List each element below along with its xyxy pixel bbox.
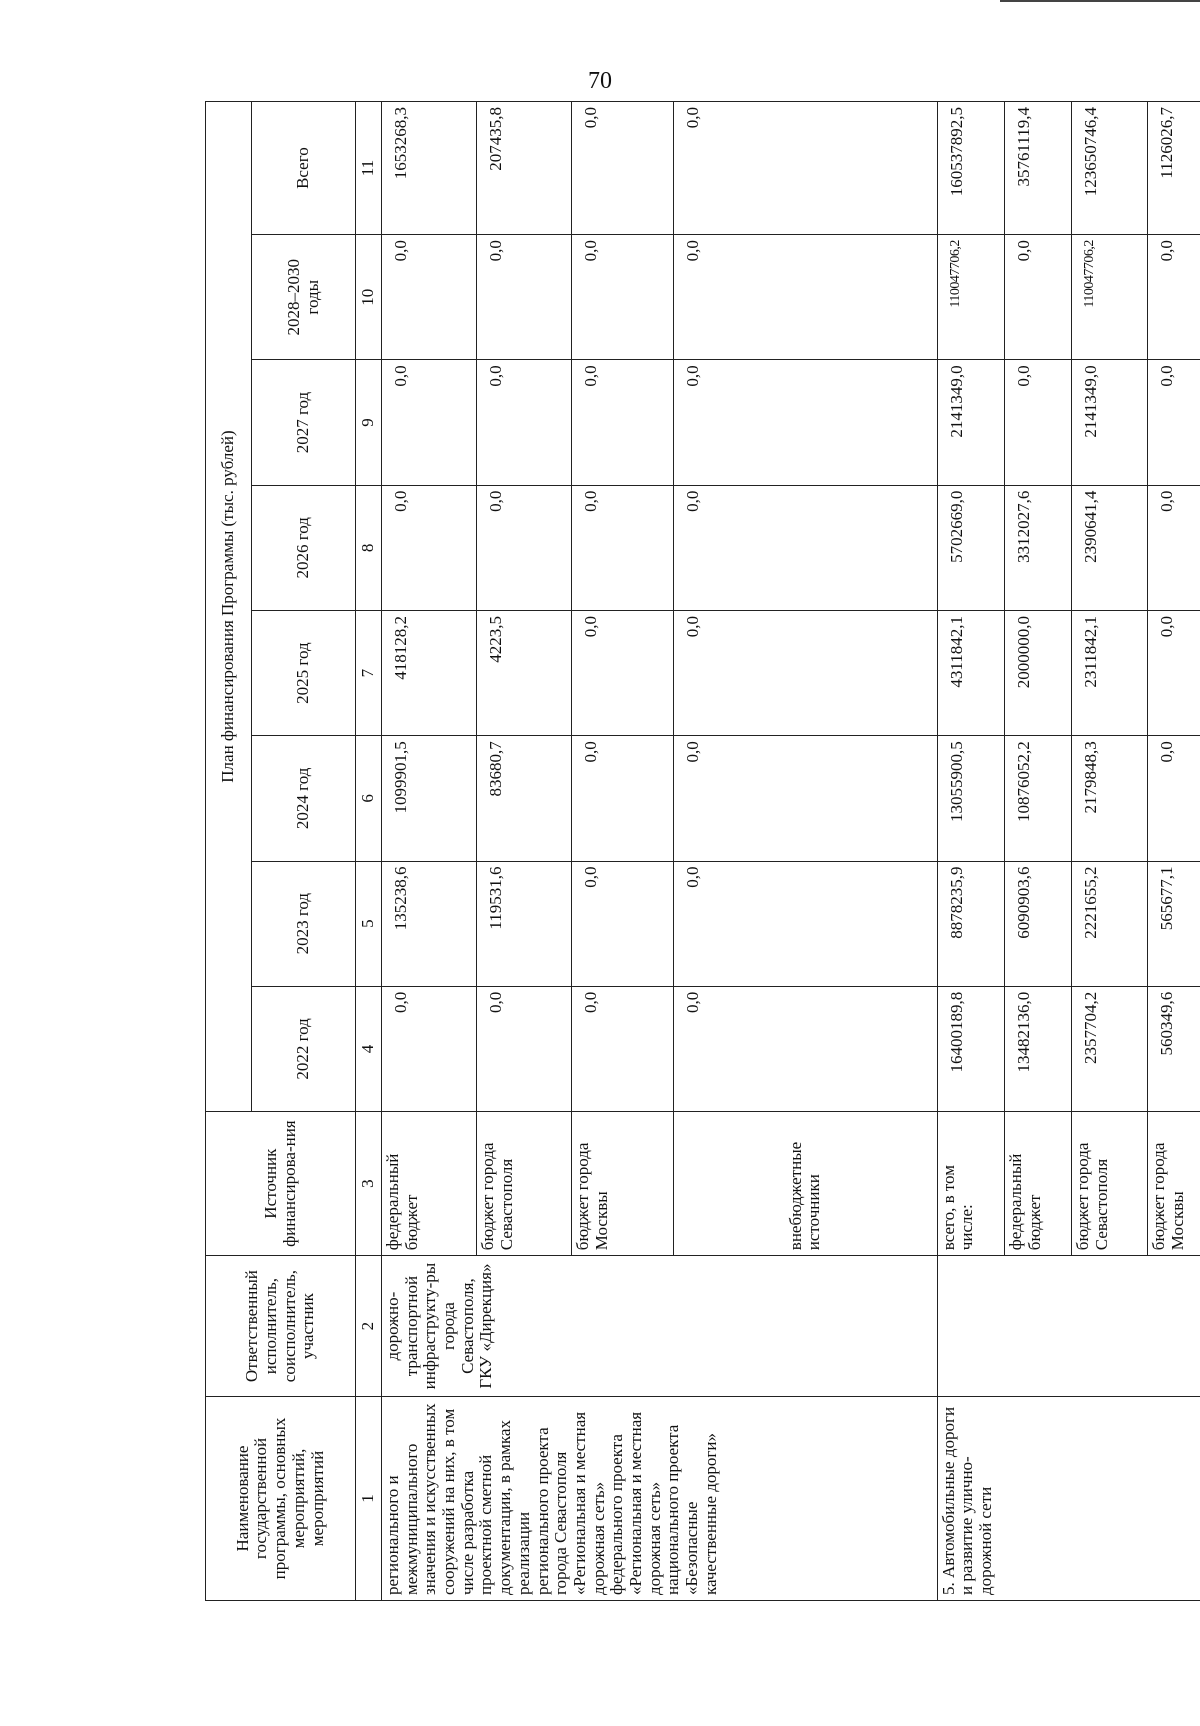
value-cell: 5702669,0 [937,485,1004,610]
header-year: 2022 год [252,986,356,1111]
value-cell: 0,0 [1148,485,1200,610]
value-cell: 560349,6 [1148,986,1200,1111]
value-cell: 4311842,1 [937,610,1004,735]
value-cell: 83680,7 [476,736,571,861]
value-cell: 0,0 [571,360,673,485]
value-cell: 135238,6 [382,861,477,986]
value-cell: 0,0 [382,986,477,1111]
column-index: 9 [356,360,382,485]
column-index: 1 [356,1397,382,1601]
value-cell: 0,0 [1148,736,1200,861]
source-cell: бюджет города Севастополя [1072,1112,1148,1256]
value-cell: 0,0 [476,485,571,610]
total-cell: 0,0 [673,102,937,235]
value-cell: 0,0 [1148,610,1200,735]
value-cell: 0,0 [382,360,477,485]
column-index: 10 [356,235,382,360]
rotated-table-wrapper [205,101,1200,1601]
program-name-cell: регионального и межмуниципального значения и искусственных сооружений на них, в том числе разработка проектной сметной документации, в рамках реализации регионального проекта города Севастополя «Региональная и местная дорожная сеть» федерального проекта «Региональная и местная дорожная сеть» национального проекта «Безопасные качественные дороги» [382,1397,938,1601]
value-cell: 2141349,0 [937,360,1004,485]
value-cell: 0,0 [673,485,937,610]
total-cell: 1126026,7 [1148,102,1200,235]
value-cell: 2390641,4 [1072,485,1148,610]
header-total: Всего [252,102,356,235]
value-cell: 0,0 [1004,360,1071,485]
value-cell: 0,0 [571,986,673,1111]
value-cell: 3312027,6 [1004,485,1071,610]
value-cell: 0,0 [673,986,937,1111]
column-index: 6 [356,736,382,861]
source-cell: федеральный бюджет [382,1112,477,1256]
value-cell: 1099901,5 [382,736,477,861]
header-executor: Ответственный исполнитель, соисполнитель, участник [206,1256,356,1397]
value-cell: 2141349,0 [1072,360,1148,485]
source-cell: бюджет города Москвы [571,1112,673,1256]
value-cell: 0,0 [673,610,937,735]
value-cell: 0,0 [382,235,477,360]
value-cell: 2000000,0 [1004,610,1071,735]
program-name-cell: 5. Автомобильные дороги и развитие улично-дорожной сети [937,1397,1200,1601]
value-cell: 0,0 [1148,360,1200,485]
column-index: 7 [356,610,382,735]
value-cell: 13055900,5 [937,736,1004,861]
value-cell: 119531,6 [476,861,571,986]
column-index: 11 [356,102,382,235]
header-year: 2023 год [252,861,356,986]
value-cell: 565677,1 [1148,861,1200,986]
column-index: 4 [356,986,382,1111]
header-year: 2025 год [252,610,356,735]
value-cell: 2311842,1 [1072,610,1148,735]
value-cell: 0,0 [571,235,673,360]
header-plan: План финансирования Программы (тыс. рублей) [206,102,252,1112]
value-cell: 0,0 [673,235,937,360]
value-cell: 0,0 [1148,235,1200,360]
header-year: 2027 год [252,360,356,485]
value-cell: 0,0 [476,360,571,485]
value-cell: 110047706,2 [1072,235,1148,360]
value-cell: 0,0 [571,485,673,610]
value-cell: 2357704,2 [1072,986,1148,1111]
value-cell: 0,0 [673,736,937,861]
total-cell: 1653268,3 [382,102,477,235]
value-cell: 0,0 [673,861,937,986]
source-cell: всего, в том числе: [937,1112,1004,1256]
total-cell: 0,0 [571,102,673,235]
value-cell: 10876052,2 [1004,736,1071,861]
value-cell: 0,0 [673,360,937,485]
executor-cell: дорожно-транспортной инфраструкту-ры города Севастополя, ГКУ «Дирекция» [382,1256,938,1397]
total-cell: 160537892,5 [937,102,1004,235]
value-cell: 8878235,9 [937,861,1004,986]
total-cell: 123650746,4 [1072,102,1148,235]
total-cell: 207435,8 [476,102,571,235]
value-cell: 418128,2 [382,610,477,735]
value-cell: 2221655,2 [1072,861,1148,986]
value-cell: 6090903,6 [1004,861,1071,986]
column-index: 5 [356,861,382,986]
value-cell: 110047706,2 [937,235,1004,360]
value-cell: 4223,5 [476,610,571,735]
total-cell: 35761119,4 [1004,102,1071,235]
value-cell: 0,0 [571,610,673,735]
value-cell: 0,0 [571,736,673,861]
value-cell: 0,0 [476,986,571,1111]
scan-edge-line [1000,0,1200,2]
header-year: 2024 год [252,736,356,861]
header-source: Источник финансирова-ния [206,1112,356,1256]
header-year: 2028–2030 годы [252,235,356,360]
value-cell: 13482136,0 [1004,986,1071,1111]
column-index: 8 [356,485,382,610]
executor-cell [937,1256,1200,1397]
value-cell: 0,0 [476,235,571,360]
source-cell: бюджет города Москвы [1148,1112,1200,1256]
value-cell: 0,0 [571,861,673,986]
header-name: Наименование государственной программы, основных мероприятий, мероприятий [206,1397,356,1601]
header-year: 2026 год [252,485,356,610]
financing-table [205,101,1200,1601]
source-cell: федеральный бюджет [1004,1112,1071,1256]
column-index: 2 [356,1256,382,1397]
value-cell: 16400189,8 [937,986,1004,1111]
value-cell: 2179848,3 [1072,736,1148,861]
column-index: 3 [356,1112,382,1256]
source-cell: внебюджетные источники [673,1112,937,1256]
value-cell: 0,0 [382,485,477,610]
value-cell: 0,0 [1004,235,1071,360]
source-cell: бюджет города Севастополя [476,1112,571,1256]
page-number: 70 [588,68,612,94]
